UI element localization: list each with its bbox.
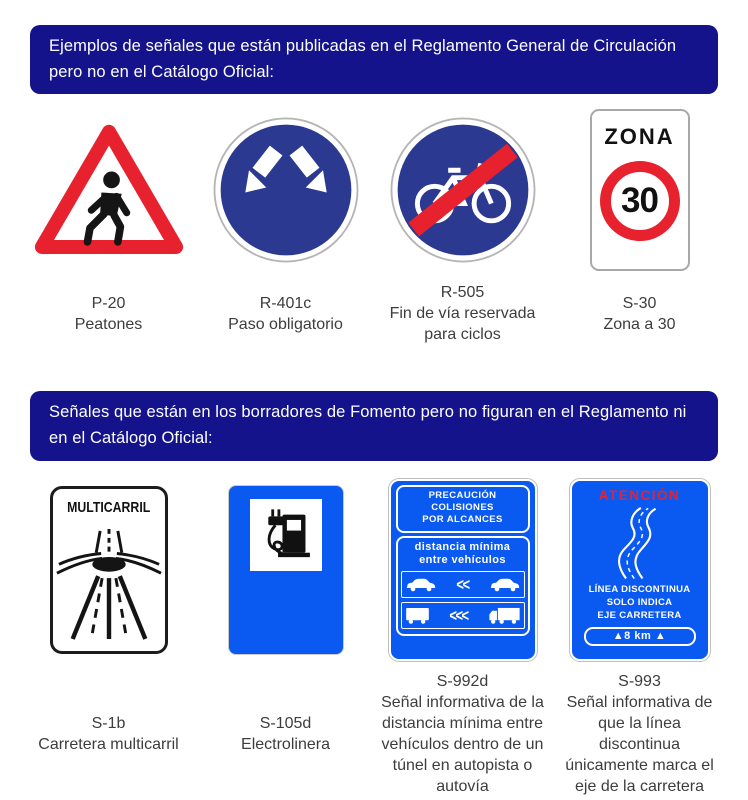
pass-either-side-icon	[212, 116, 360, 264]
speed-limit-circle	[600, 161, 680, 241]
sign-caption: Señal informativa de que la línea discontinua únicamente marca el eje de la carretera	[565, 693, 714, 796]
car-icon	[405, 577, 437, 592]
caption-r505	[374, 282, 551, 345]
sign-caption: Zona a 30	[603, 315, 676, 333]
section1-captions-row	[20, 282, 728, 345]
distance-panel: ▲8 km ▲	[584, 627, 696, 646]
sign-code: S-105d	[259, 714, 312, 732]
truck-icon	[405, 607, 430, 624]
sign-code: R-505	[440, 284, 485, 302]
sign-code: S-992d	[436, 672, 489, 690]
sign-s993-linea-discontinua	[551, 475, 728, 665]
sign-code: R-401c	[259, 294, 312, 312]
sign-p20-peatones	[20, 104, 197, 276]
sign-caption: Señal informativa de la distancia mínima entre vehículos dentro de un túnel en autopista o autovía	[381, 693, 544, 796]
atencion-label: ATENCIÓN	[598, 487, 681, 503]
zona-label: ZONA	[604, 124, 675, 150]
end-bike-lane-icon	[389, 116, 537, 264]
sign-caption: Paso obligatorio	[228, 315, 343, 333]
cars-distance-pictogram	[401, 571, 525, 598]
sign-code: S-993	[618, 672, 661, 690]
section1-header: Ejemplos de señales que están publicadas en el Reglamento General de Circulación pero no en el Catálogo Oficial:	[30, 25, 718, 94]
caption-s1b	[20, 713, 197, 755]
sign-s992d-distancia	[374, 475, 551, 665]
sign-s30-zona30	[551, 104, 728, 276]
caption-p20	[20, 293, 197, 335]
chevrons: <<	[456, 575, 469, 594]
caption-s993	[551, 671, 728, 798]
chevrons: <<<	[449, 606, 468, 625]
winding-road-icon	[597, 503, 683, 581]
sign-code: S-30	[622, 294, 657, 312]
multilane-road-icon	[55, 516, 163, 648]
caption-s105d	[197, 713, 374, 755]
caption-s992d	[374, 671, 551, 798]
sign-caption: Fin de vía reservada para ciclos	[389, 305, 536, 344]
truck-icon	[488, 607, 521, 624]
sign-caption: Peatones	[74, 315, 143, 333]
ev-charger-icon	[255, 504, 317, 566]
sign-s105d-electrolinera	[197, 475, 374, 665]
distancia-panel: distancia mínima entre vehículos << <<<	[396, 536, 530, 636]
linea-discontinua-text: LÍNEA DISCONTINUA SOLO INDICA EJE CARRETERA	[588, 583, 691, 622]
sign-r401c-paso-obligatorio	[197, 104, 374, 276]
sign-s1b-multicarril	[20, 475, 197, 665]
section2-header: Señales que están en los borradores de Fomento pero no figuran en el Reglamento ni en el Catálogo Oficial:	[30, 391, 718, 460]
sign-r505-fin-via-ciclos	[374, 104, 551, 276]
speed-value: 30	[621, 181, 658, 221]
sign-caption: Carretera multicarril	[38, 735, 179, 753]
caption-r401c	[197, 293, 374, 335]
pedestrian-warning-icon	[33, 121, 185, 259]
section1-signs-row	[20, 104, 728, 276]
precaucion-panel: PRECAUCIÓN COLISIONES POR ALCANCES	[396, 485, 530, 533]
sign-caption: Electrolinera	[241, 735, 330, 753]
section2-signs-row	[20, 475, 728, 665]
sign-code: P-20	[91, 294, 126, 312]
trucks-distance-pictogram	[401, 602, 525, 629]
car-icon	[489, 577, 521, 592]
section2-captions-row	[20, 671, 728, 798]
sign-code: S-1b	[91, 714, 126, 732]
caption-s30	[551, 293, 728, 335]
multicarril-label: MULTICARRIL	[66, 498, 151, 516]
